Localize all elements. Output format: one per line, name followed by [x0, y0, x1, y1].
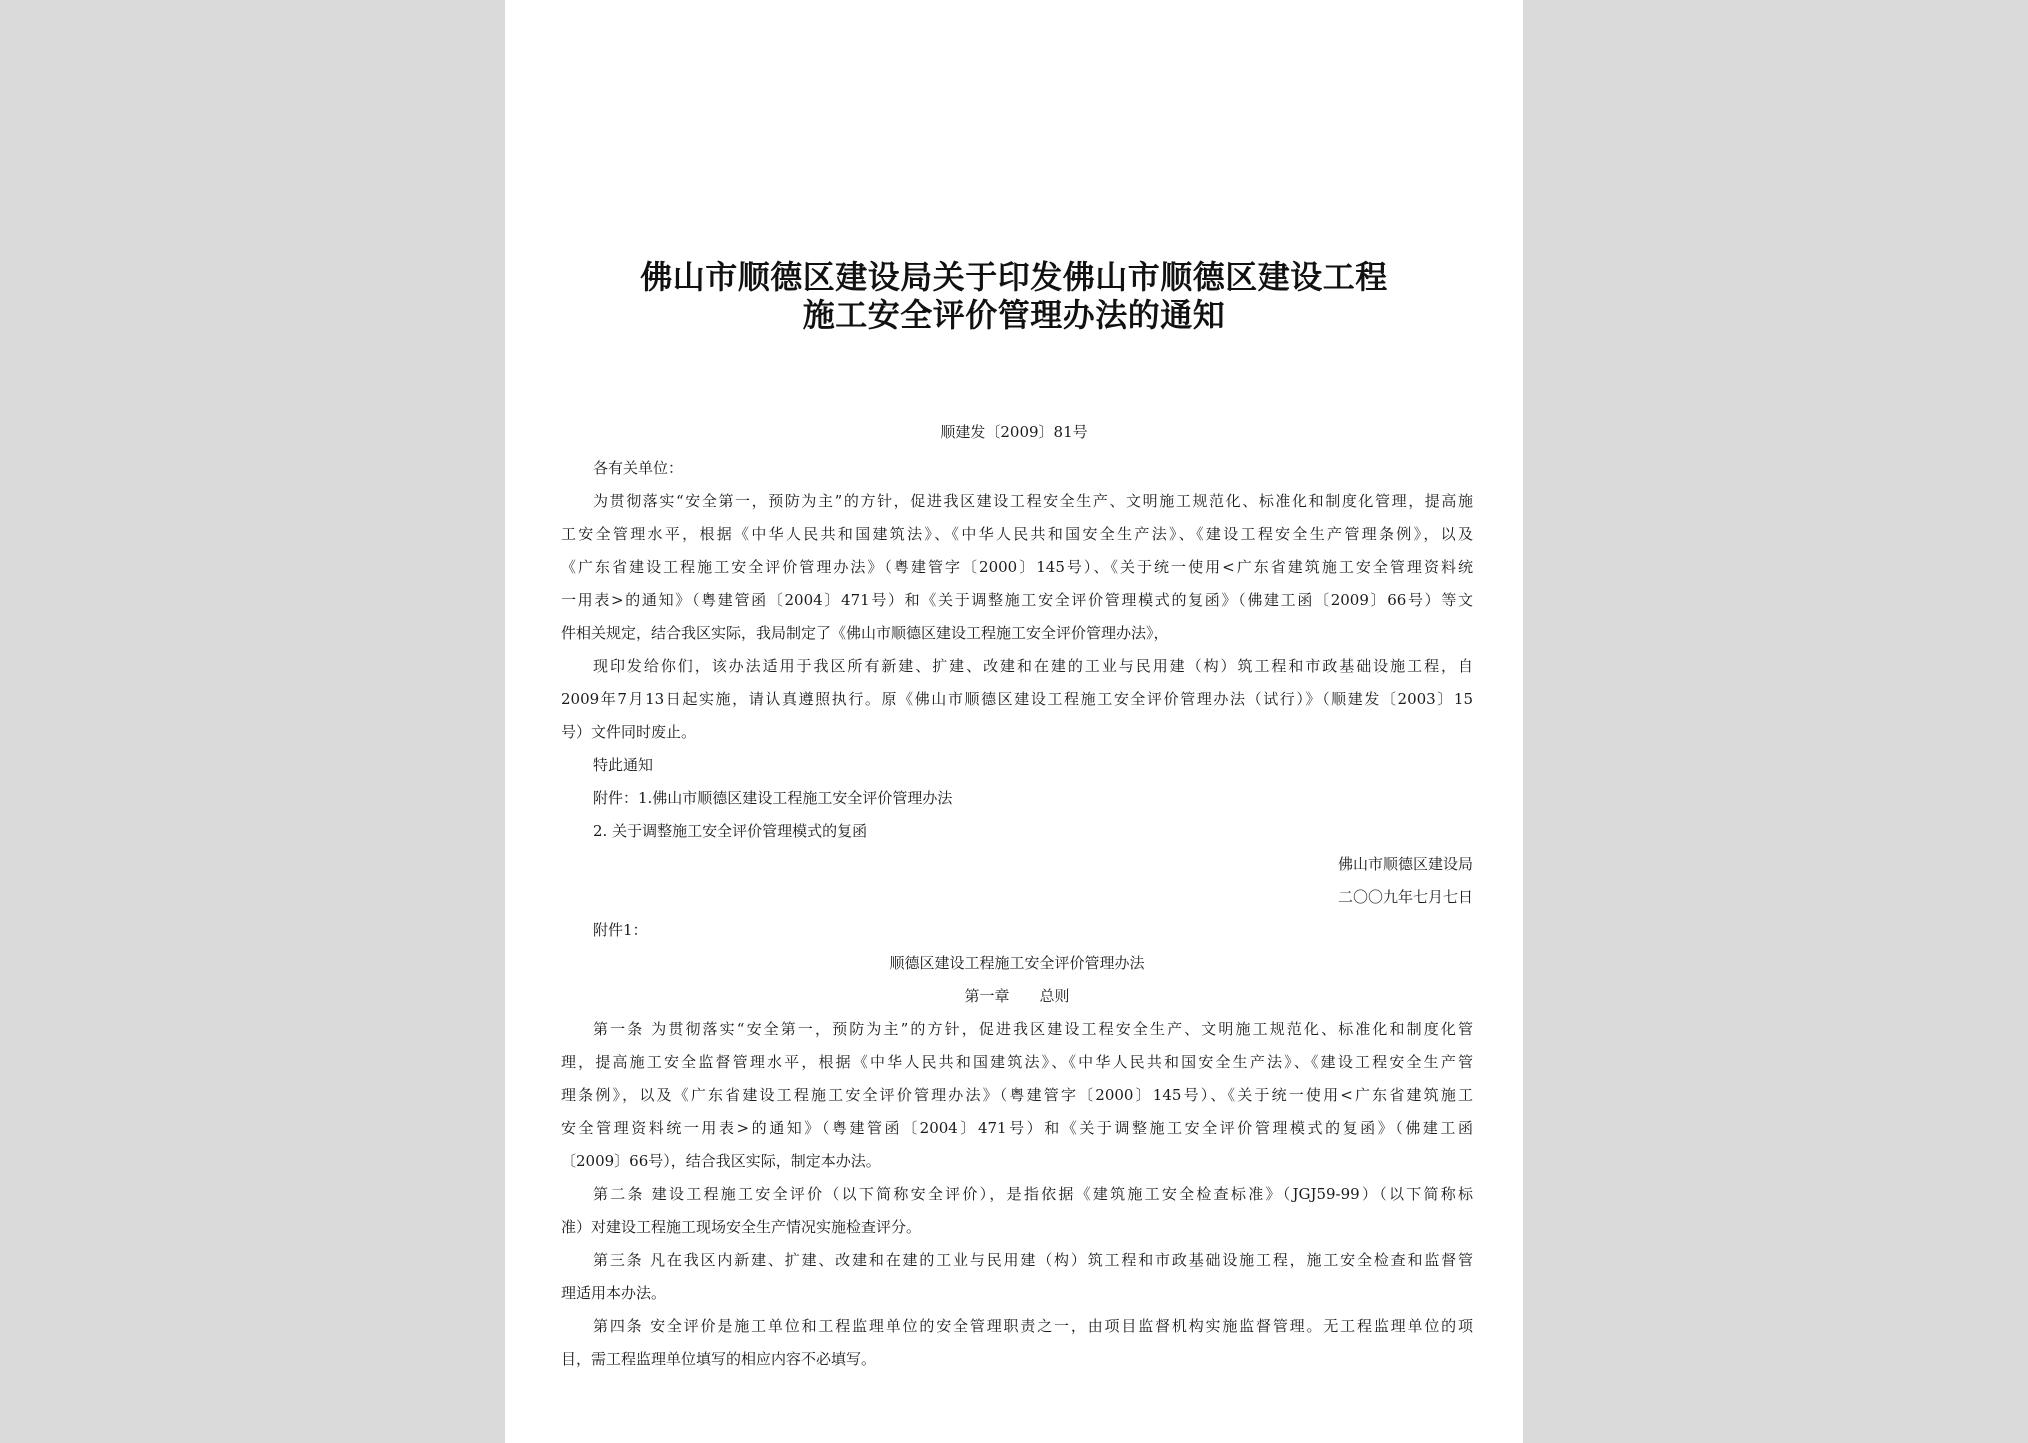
paragraph-line: 《广东省建设工程施工安全评价管理办法》（粤建管字〔2000〕145号）、《关于统一使用<广东省建筑施工安全管理资料统 [561, 558, 1473, 576]
closing-notice: 特此通知 [593, 756, 654, 774]
paragraph-line: 为贯彻落实“安全第一，预防为主”的方针，促进我区建设工程安全生产、文明施工规范化、标准化和制度化管理，提高施 [593, 492, 1473, 510]
document-page [505, 0, 1523, 1443]
attachment-item: 附件：1.佛山市顺德区建设工程施工安全评价管理办法 [593, 789, 953, 807]
document-title [505, 258, 1523, 334]
document-number: 顺建发〔2009〕81号 [940, 423, 1088, 441]
attachment-item: 2. 关于调整施工安全评价管理模式的复函 [593, 822, 868, 840]
article-line: 安全管理资料统一用表>的通知》（粤建管函〔2004〕471号）和《关于调整施工安全评价管理模式的复函》（佛建工函 [561, 1119, 1473, 1137]
article-line: 第二条 建设工程施工安全评价（以下简称安全评价），是指依据《建筑施工安全检查标准》（JGJ59-99）（以下简称标 [593, 1185, 1473, 1203]
article-line: 理条例》，以及《广东省建设工程施工安全评价管理办法》（粤建管字〔2000〕145号）、《关于统一使用<广东省建筑施工 [561, 1086, 1473, 1104]
attachment-heading: 附件1： [593, 921, 648, 939]
article-line: 理，提高施工安全监督管理水平，根据《中华人民共和国建筑法》、《中华人民共和国安全生产法》、《建设工程安全生产管 [561, 1053, 1473, 1071]
paragraph-line: 2009年7月13日起实施，请认真遵照执行。原《佛山市顺德区建设工程施工安全评价管理办法（试行）》（顺建发〔2003〕15 [561, 690, 1473, 708]
issuer-signature: 佛山市顺德区建设局 [1337, 855, 1473, 873]
title-line-1: 佛山市顺德区建设局关于印发佛山市顺德区建设工程 [640, 258, 1388, 296]
article-line: 第四条 安全评价是施工单位和工程监理单位的安全管理职责之一，由项目监督机构实施监督管理。无工程监理单位的项 [593, 1317, 1473, 1335]
paragraph-line: 现印发给你们，该办法适用于我区所有新建、扩建、改建和在建的工业与民用建（构）筑工程和市政基础设施工程，自 [593, 657, 1473, 675]
paragraph-line: 件相关规定，结合我区实际，我局制定了《佛山市顺德区建设工程施工安全评价管理办法》， [561, 624, 1169, 642]
title-line-2: 施工安全评价管理办法的通知 [802, 296, 1226, 334]
article-line: 〔2009〕66号），结合我区实际，制定本办法。 [561, 1152, 881, 1170]
paragraph-line: 一用表>的通知》（粤建管函〔2004〕471号）和《关于调整施工安全评价管理模式的复函》（佛建工函〔2009〕66号）等文 [561, 591, 1473, 609]
article-line: 理适用本办法。 [561, 1284, 667, 1302]
paragraph-line: 工安全管理水平，根据《中华人民共和国建筑法》、《中华人民共和国安全生产法》、《建设工程安全生产管理条例》，以及 [561, 525, 1473, 543]
article-line: 准）对建设工程施工现场安全生产情况实施检查评分。 [561, 1218, 922, 1236]
attachment-title: 顺德区建设工程施工安全评价管理办法 [889, 954, 1145, 972]
issue-date: 二〇〇九年七月七日 [1337, 888, 1473, 906]
article-line: 目，需工程监理单位填写的相应内容不必填写。 [561, 1350, 877, 1368]
article-line: 第三条 凡在我区内新建、扩建、改建和在建的工业与民用建（构）筑工程和市政基础设施工程，施工安全检查和监督管 [593, 1251, 1473, 1269]
document-body [561, 452, 1473, 1376]
chapter-heading: 第一章 总则 [964, 987, 1070, 1005]
salutation: 各有关单位： [593, 459, 684, 477]
article-line: 第一条 为贯彻落实“安全第一，预防为主”的方针，促进我区建设工程安全生产、文明施工规范化、标准化和制度化管 [593, 1020, 1473, 1038]
paragraph-line: 号）文件同时废止。 [561, 723, 697, 741]
